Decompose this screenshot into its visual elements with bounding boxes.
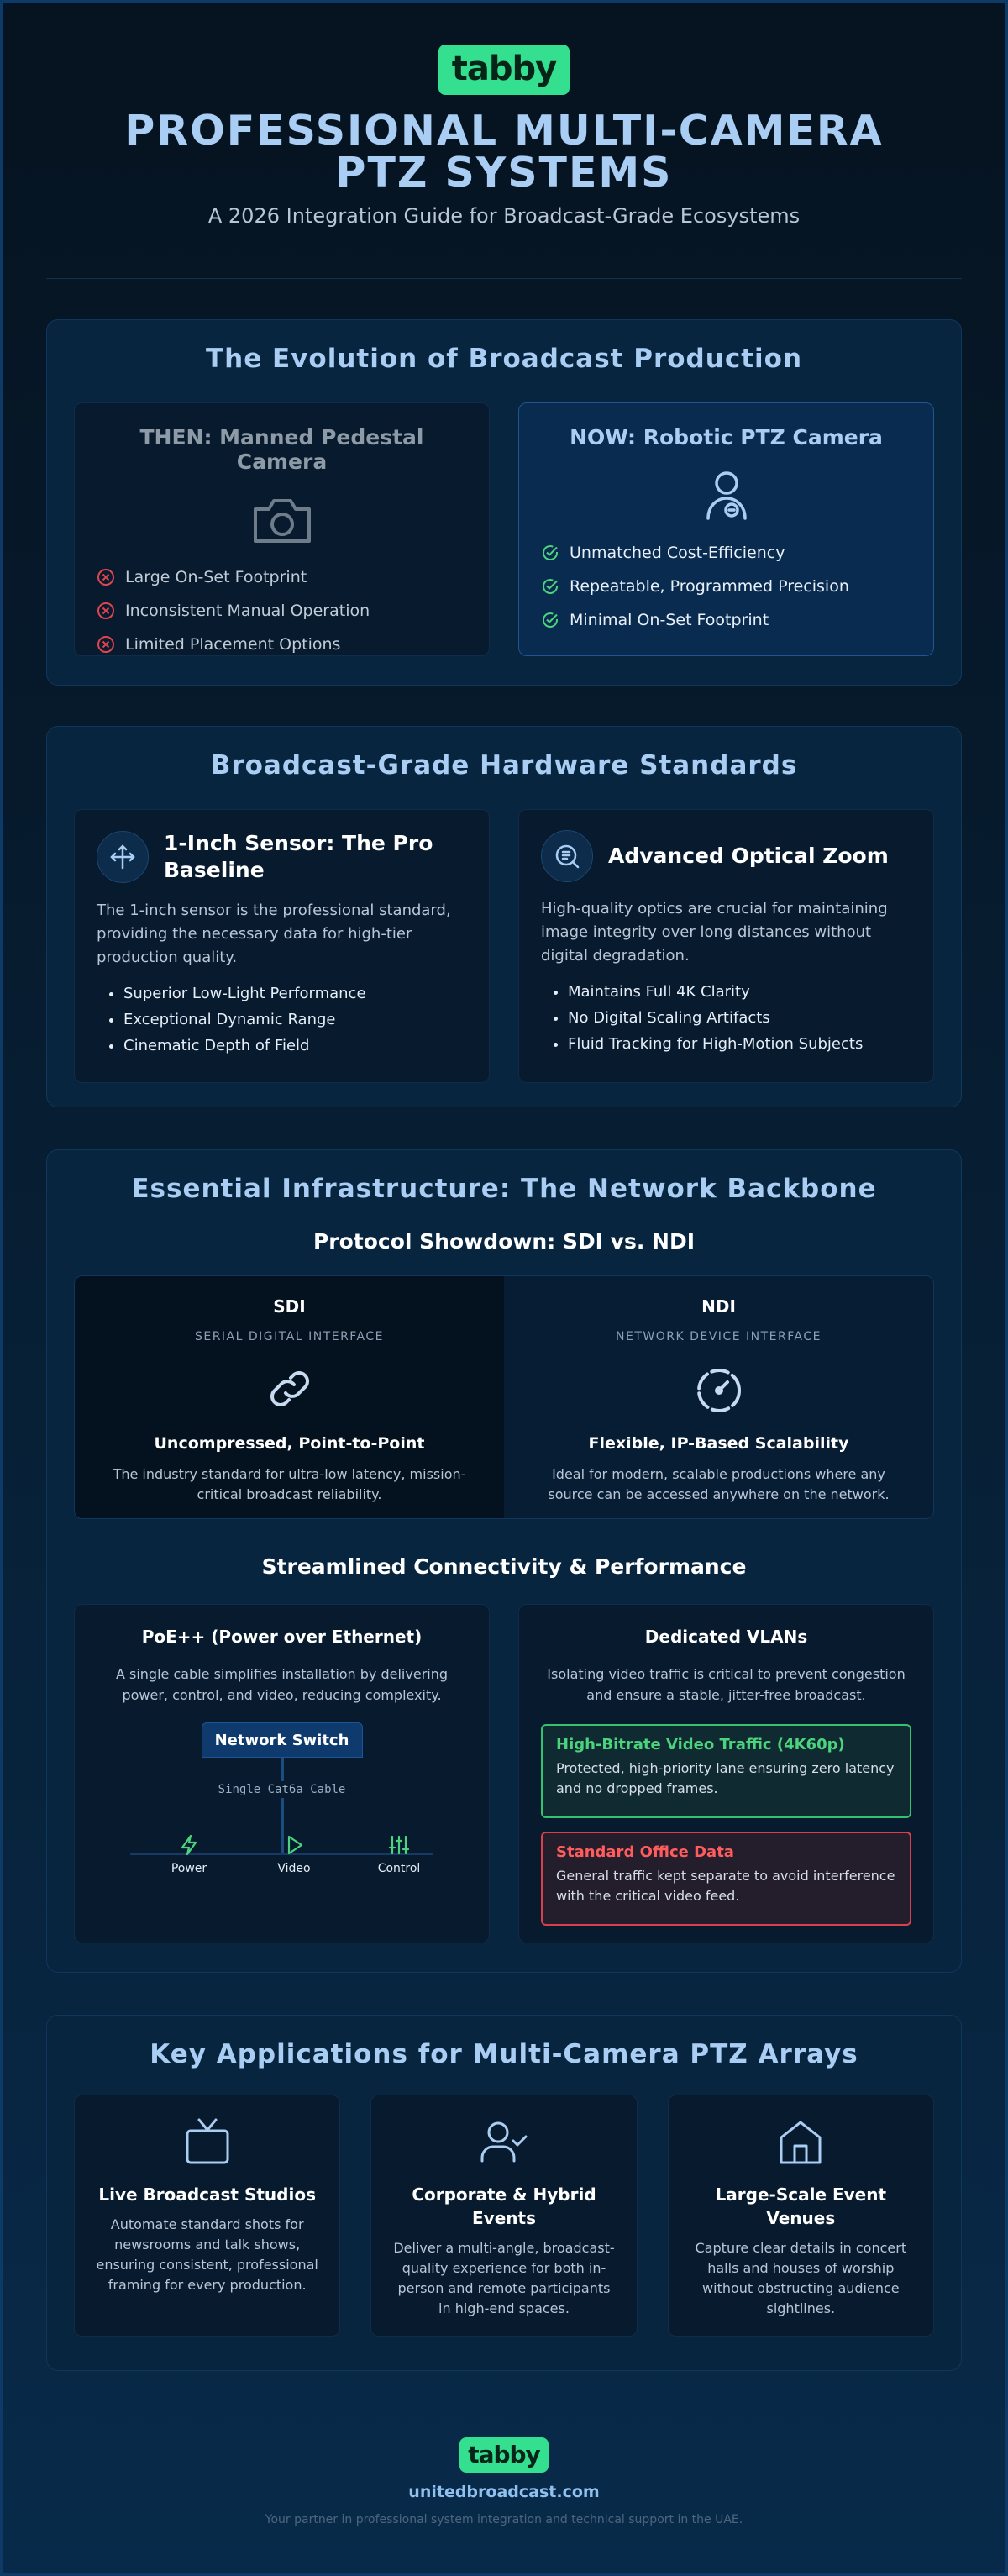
app-card-corporate [370, 2095, 637, 2337]
page-footer [46, 2405, 962, 2526]
check-circle-icon [541, 544, 559, 562]
app-title: Corporate & Hybrid Events [412, 2184, 596, 2228]
header-divider [46, 278, 962, 279]
evolution-title: The Evolution of Broadcast Production [205, 344, 803, 374]
zoom-desc: High-quality optics are crucial for maintaining image integrity over long distances without digital degradation. [541, 900, 888, 965]
poe-title: PoE++ (Power over Ethernet) [141, 1627, 423, 1647]
sliders-icon [387, 1833, 411, 1857]
ndi-panel [504, 1276, 933, 1518]
sdi-name: SDI [273, 1296, 306, 1317]
connectivity-title: Streamlined Connectivity & Performance [261, 1554, 747, 1579]
network-dial-icon [692, 1362, 746, 1416]
sensor-desc: The 1-inch sensor is the professional standard, providing the necessary data for high-tier production quality. [97, 902, 451, 966]
footer-url-link[interactable]: unitedbroadcast.com [408, 2483, 600, 2501]
zoom-icon [553, 842, 581, 870]
ndi-headline: Flexible, IP-Based Scalability [588, 1434, 849, 1453]
then-item: Large On-Set Footprint [97, 568, 467, 586]
zoom-feature: • Maintains Full 4K Clarity [568, 983, 911, 1001]
sensor-title: 1-Inch Sensor: The Pro Baseline [164, 831, 433, 882]
protocol-showdown-title: Protocol Showdown: SDI vs. NDI [312, 1229, 696, 1254]
sensor-card [74, 809, 490, 1083]
robot-camera-icon [695, 468, 759, 523]
now-title: NOW: Robotic PTZ Camera [570, 425, 883, 449]
office-data-desc: General traffic kept separate to avoid interference with the critical video feed. [556, 1868, 895, 1904]
x-circle-icon [97, 635, 115, 654]
link-icon [263, 1362, 317, 1416]
sensor-feature: • Superior Low-Light Performance [123, 985, 467, 1002]
app-desc: Automate standard shots for newsrooms and talk shows, ensuring consistent, professional framing for every production. [96, 2216, 318, 2293]
page-title: PROFESSIONAL MULTI-CAMERA PTZ SYSTEMS [124, 107, 884, 197]
sdi-full-name: SERIAL DIGITAL INTERFACE [194, 1330, 385, 1343]
lightning-icon [177, 1833, 201, 1857]
poe-card [74, 1604, 490, 1943]
then-title: THEN: Manned Pedestal Camera [139, 425, 424, 474]
check-circle-icon [541, 611, 559, 629]
zoom-icon-badge [541, 830, 593, 882]
play-icon [282, 1833, 306, 1857]
check-circle-icon [541, 577, 559, 596]
app-card-venues [668, 2095, 934, 2337]
then-item: Limited Placement Options [97, 635, 467, 654]
then-card [74, 402, 490, 656]
x-circle-icon [97, 602, 115, 620]
app-title: Large-Scale Event Venues [715, 2184, 887, 2228]
now-item: Unmatched Cost-Efficiency [541, 544, 911, 562]
applications-section [46, 2015, 962, 2371]
applications-title: Key Applications for Multi-Camera PTZ Arrays [150, 2039, 858, 2069]
office-data-title: Standard Office Data [556, 1843, 734, 1861]
x-circle-icon [97, 568, 115, 586]
now-card [518, 402, 934, 656]
tabby-logo[interactable]: tabby [438, 45, 570, 95]
sdi-panel [75, 1276, 504, 1518]
camera-icon [250, 492, 314, 548]
poe-diagram [97, 1722, 467, 1890]
sensor-icon [108, 843, 137, 871]
zoom-title: Advanced Optical Zoom [608, 844, 889, 868]
home-icon [774, 2116, 827, 2168]
video-traffic-title: High-Bitrate Video Traffic (4K60p) [556, 1736, 845, 1753]
port-video: Video [252, 1833, 336, 1875]
hardware-title: Broadcast-Grade Hardware Standards [210, 750, 798, 781]
sdi-headline: Uncompressed, Point-to-Point [154, 1434, 425, 1453]
sensor-feature: • Cinematic Depth of Field [123, 1037, 467, 1054]
video-traffic-lane [541, 1724, 911, 1818]
app-title: Live Broadcast Studios [98, 2184, 316, 2205]
tv-icon [181, 2116, 234, 2168]
vlan-card [518, 1604, 934, 1943]
video-traffic-desc: Protected, high-priority lane ensuring zero latency and no dropped frames. [556, 1760, 895, 1796]
network-section [46, 1149, 962, 1973]
port-control: Control [357, 1833, 441, 1875]
sensor-icon-badge [97, 831, 149, 883]
network-title: Essential Infrastructure: The Network Backbone [131, 1174, 877, 1204]
user-check-icon [478, 2116, 530, 2168]
office-data-lane [541, 1832, 911, 1926]
sdi-desc: The industry standard for ultra-low latency, mission-critical broadcast reliability. [113, 1466, 466, 1502]
poe-desc: A single cable simplifies installation by delivering power, control, and video, reducing complexity. [115, 1666, 449, 1703]
port-power: Power [147, 1833, 231, 1875]
now-item: Repeatable, Programmed Precision [541, 577, 911, 596]
ndi-full-name: NETWORK DEVICE INTERFACE [616, 1330, 822, 1343]
app-card-studios [74, 2095, 340, 2337]
sensor-feature: • Exceptional Dynamic Range [123, 1011, 467, 1028]
app-desc: Deliver a multi-angle, broadcast-quality experience for both in-person and remote participants in high-end spaces. [393, 2240, 615, 2316]
then-item: Inconsistent Manual Operation [97, 602, 467, 620]
now-item: Minimal On-Set Footprint [541, 611, 911, 629]
zoom-feature: • Fluid Tracking for High-Motion Subjects [568, 1035, 911, 1053]
page-subtitle: A 2026 Integration Guide for Broadcast-Grade Ecosystems [207, 204, 801, 228]
zoom-card [518, 809, 934, 1083]
ndi-desc: Ideal for modern, scalable productions where any source can be accessed anywhere on the network. [548, 1466, 890, 1502]
footer-tagline: Your partner in professional system integration and technical support in the UAE. [265, 2513, 743, 2526]
page-header [46, 3, 962, 228]
evolution-section [46, 319, 962, 686]
network-switch-box: Network Switch [202, 1722, 363, 1758]
zoom-feature: • No Digital Scaling Artifacts [568, 1009, 911, 1027]
app-desc: Capture clear details in concert halls and houses of worship without obstructing audience sightlines. [695, 2240, 907, 2316]
vlan-title: Dedicated VLANs [644, 1627, 808, 1647]
vlan-desc: Isolating video traffic is critical to prevent congestion and ensure a stable, jitter-free broadcast. [547, 1666, 906, 1703]
hardware-section [46, 726, 962, 1107]
footer-logo[interactable]: tabby [459, 2437, 549, 2473]
ndi-name: NDI [701, 1296, 736, 1317]
protocol-comparison [74, 1275, 934, 1519]
cable-label: Single Cat6a Cable [213, 1781, 351, 1798]
